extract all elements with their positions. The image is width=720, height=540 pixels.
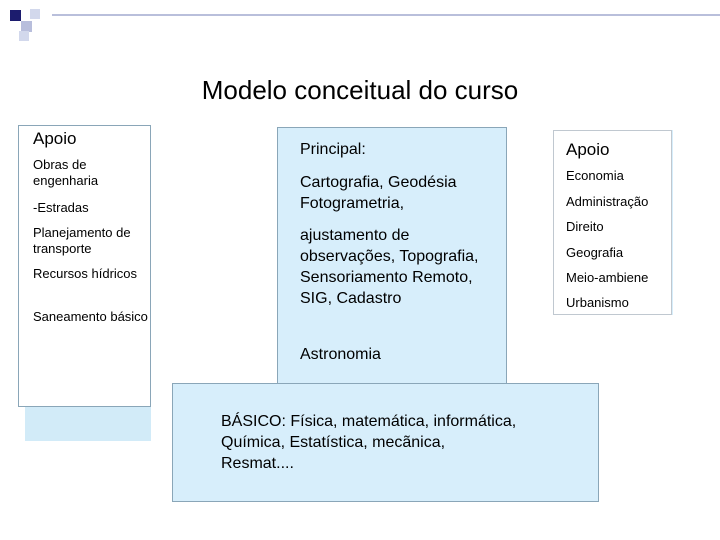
right-panel-item: Economia <box>566 168 624 183</box>
slide-title: Modelo conceitual do curso <box>201 75 519 105</box>
left-panel-item: Recursos hídricos <box>33 266 138 281</box>
bottom-panel-text: BÁSICO: Física, matemática, informática, Química, Estatística, mecãnica, Resmat.... <box>221 413 517 472</box>
left-panel-item: Planejamento de transporte <box>33 225 131 256</box>
right-panel-item: Direito <box>566 219 604 234</box>
right-panel-item: Administração <box>566 194 649 209</box>
decor-square <box>10 10 21 21</box>
left-panel-heading: Apoio <box>33 129 77 148</box>
center-main-panel <box>277 127 507 385</box>
bottom-basic-panel <box>172 383 599 502</box>
left-panel-item: -Estradas <box>33 200 89 215</box>
left-support-panel <box>18 125 151 407</box>
right-panel-item: Meio-ambiene <box>566 270 649 285</box>
right-support-panel <box>553 130 672 315</box>
decor-square <box>30 9 40 19</box>
center-panel-heading: Principal: <box>300 141 366 158</box>
left-panel-shadow <box>25 407 151 441</box>
decor-square <box>19 31 29 41</box>
center-panel-line: Astronomia <box>300 346 381 363</box>
right-panel-heading: Apoio <box>566 140 610 159</box>
right-panel-item: Urbanismo <box>566 295 629 310</box>
header-rule <box>52 14 720 16</box>
center-panel-line: ajustamento de observações, Topografia, Sensoriamento Remoto, SIG, Cadastro <box>300 227 479 307</box>
center-panel-line: Cartografia, Geodésia Fotogrametria, <box>300 174 457 212</box>
left-panel-item: Saneamento básico <box>33 309 148 324</box>
left-panel-item: Obras de engenharia <box>33 157 99 188</box>
right-panel-item: Geografia <box>566 245 624 260</box>
